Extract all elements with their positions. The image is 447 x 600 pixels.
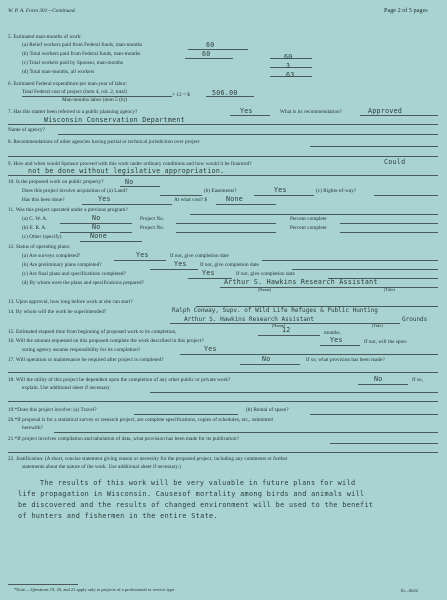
- q14-title-note: (Title): [372, 323, 383, 328]
- q17-value: No: [262, 355, 271, 363]
- q10-cost-label: At what cost? $: [174, 197, 208, 203]
- q14-value3: Grounds: [402, 316, 428, 323]
- q22-line-3: be discovered and the results of changed environment will be used to the benefit: [18, 501, 374, 509]
- q11a-value: No: [92, 214, 101, 222]
- q12c-value: Yes: [202, 269, 215, 277]
- q7-name-label: Name of agency?: [8, 127, 46, 133]
- q10-answer: No: [125, 178, 134, 186]
- q11b-pct: Percent complete: [290, 225, 327, 231]
- q22-label: 22. Justification: (A short, concise statement giving reason or necessity for the proposed project, including any comments or further: [8, 456, 288, 462]
- q7-rec-value: Approved: [368, 107, 403, 115]
- footer-code: 10—6622: [400, 588, 418, 593]
- q17-tail: If so, what provision has been made?: [306, 357, 385, 363]
- q9-answer2: not be done without legislative appropriation.: [28, 167, 225, 175]
- q16-tail: If not, will the spon-: [364, 339, 408, 345]
- q20-label2: herewith?: [22, 425, 43, 431]
- q12c-if: If not, give completion date: [236, 271, 295, 277]
- q12d-name-note: (Name): [258, 287, 272, 292]
- q22-line-2: life propagation in Wisconsin. Causesof mortality among birds and animals will: [18, 490, 365, 498]
- q19b-label: (b) Rental of space?: [246, 407, 289, 413]
- q12d-label: (d) By whom were the plans and specifications prepared?: [22, 280, 145, 286]
- q10-cost-value: None: [226, 195, 244, 203]
- q11-label: 11. Was this project operated under a previous program?: [8, 207, 128, 213]
- q5b-value1: 60: [202, 50, 211, 58]
- q14-name-note: (Name): [272, 323, 286, 328]
- q7-rec-label: What is its recommendation?: [280, 109, 342, 115]
- q6-label: Total Federal cost of project (item 4, col. 2, total): [22, 89, 127, 95]
- q14-value2: Arthur S. Hawkins Research Assistant: [184, 316, 315, 323]
- q15-label: 15. Estimated elapsed time from beginning of proposed work to its completion,: [8, 329, 177, 335]
- q12-label: 12. Status of operating plans:: [8, 244, 71, 250]
- q5c-label: (c) Total workers paid by Sponsor, man-months: [22, 60, 124, 66]
- q10-done-value: Yes: [98, 195, 111, 203]
- q16-label: 16. Will the amount requested on this proposed complete the work described in this project?: [8, 338, 204, 344]
- q5b-value2: 60: [284, 53, 293, 61]
- q5-title: 5. Estimated man-months of work:: [8, 34, 82, 40]
- q11a-pct: Percent complete: [290, 216, 327, 222]
- q22-line-4: of hunters and fishermen in the entire State.: [18, 512, 218, 520]
- q5a-value: 60: [206, 41, 215, 49]
- q5d-label: (d) Total man-months, all workers: [22, 69, 95, 75]
- q14-label: 14. By whom will the work be superintended?: [8, 309, 107, 315]
- q11c-value: None: [90, 232, 108, 240]
- q8-label: 8. Recommendations of other agencies having partial or technical jurisdiction over project: [8, 139, 200, 145]
- q5a-label: (a) Relief workers paid from Federal funds, man-months: [22, 42, 143, 48]
- q13-label: 13. Upon approval, how long before work at site can start?: [8, 299, 133, 305]
- q5c-value: 3: [286, 62, 291, 70]
- q12d-title-note: (Title): [384, 287, 395, 292]
- q6-title: 6. Estimated Federal expenditure per man-year of labor:: [8, 81, 128, 87]
- q18-tail: If so,: [412, 377, 423, 383]
- q16-value2: Yes: [204, 345, 217, 353]
- q22-label2: statements about the nature of the work. Use additional sheet if necessary.): [22, 464, 181, 470]
- q11a-proj: Project No.: [140, 216, 165, 222]
- q11c-label: (c) Other (specify): [22, 234, 62, 240]
- q15-unit: months.: [324, 330, 341, 336]
- q12d-value: Arthur S. Hawkins Research Assistant: [224, 278, 378, 286]
- q11b-label: (b) E. R. A.: [22, 225, 47, 231]
- q12b-label: (b) Are preliminary plans completed?: [22, 262, 102, 268]
- q7-answer: Yes: [240, 107, 253, 115]
- q18-value: No: [374, 375, 383, 383]
- q18-label: 18. Will the utility of this project be dependent upon the completion of any other public or private work?: [8, 377, 231, 383]
- q18-label2: explain. Use additional sheet if necessary: [22, 385, 110, 391]
- q15-value: 12: [282, 326, 291, 334]
- q12a-value: Yes: [136, 251, 149, 259]
- q5b-label: (b) Total workers paid from Federal funds, man-months: [22, 51, 141, 57]
- q11b-proj: Project No.: [140, 225, 165, 231]
- q10c-label: (c) Rights-of-way?: [316, 188, 357, 194]
- q10-done-label: Has this been done?: [22, 197, 65, 203]
- q20-label: 20.*If proposal is for a statistical survey or research project, are complete specifications, copies of schedules, etc., submitted: [8, 417, 273, 423]
- page-label: Page 2 of 5 pages: [384, 7, 428, 14]
- q12a-label: (a) Are surveys completed?: [22, 253, 81, 259]
- q12b-value: Yes: [174, 260, 187, 268]
- q11b-value: No: [92, 223, 101, 231]
- q9-label: 9. How and when would Sponsor proceed with this work under ordinary conditions and how would it be financed?: [8, 161, 252, 167]
- q16-label2: soring agency assume responsibility for its completion?: [22, 347, 141, 353]
- q16-value: Yes: [330, 336, 343, 344]
- form-label: W. P. A. Form 301—Continued.: [8, 8, 76, 14]
- q9-answer1: Could: [384, 158, 406, 166]
- q7-agency: Wisconsin Conservation Department: [44, 116, 185, 124]
- q10-acq-label: Does this project involve acquisition of (a) Land?: [22, 188, 128, 194]
- q6-formula: × 12 = $: [172, 92, 190, 98]
- q19-label: 19.*Does this project involve: (a) Travel?: [8, 407, 97, 413]
- footer-note: *Note.—Questions 19, 20, and 21 apply only to projects of a professional or service type.: [14, 587, 176, 592]
- q22-line-1: The results of this work will be very valuable in future plans for wild: [40, 479, 356, 487]
- q12a-if: If not, give completion date: [170, 253, 229, 259]
- q10b-value: Yes: [274, 186, 287, 194]
- q17-label: 17. Will operation or maintenance be required after project is completed?: [8, 357, 164, 363]
- q5d-value: 63: [286, 71, 295, 79]
- q6-value: 506.00: [212, 89, 238, 97]
- q21-label: 21.*If project involves compilation and tabulation of data, what provision has been made for its publication?: [8, 436, 239, 442]
- q10-label: 10. Is the proposed work on public property?: [8, 179, 104, 185]
- q14-value1: Ralph Conway, Supv. of Wild Life Refuges & Public Hunting: [172, 307, 378, 314]
- q10b-label: (b) Easements?: [204, 188, 237, 194]
- q12c-label: (c) Are final plans and specifications completed?: [22, 271, 126, 277]
- q12b-if: If not, give completion date: [200, 262, 259, 268]
- q7-label: 7. Has this matter been referred to a public planning agency?: [8, 109, 138, 115]
- q11a-label: (a) C. W. A.: [22, 216, 48, 222]
- q6-sublabel: Man-months labor (item 5 (b)): [62, 97, 128, 103]
